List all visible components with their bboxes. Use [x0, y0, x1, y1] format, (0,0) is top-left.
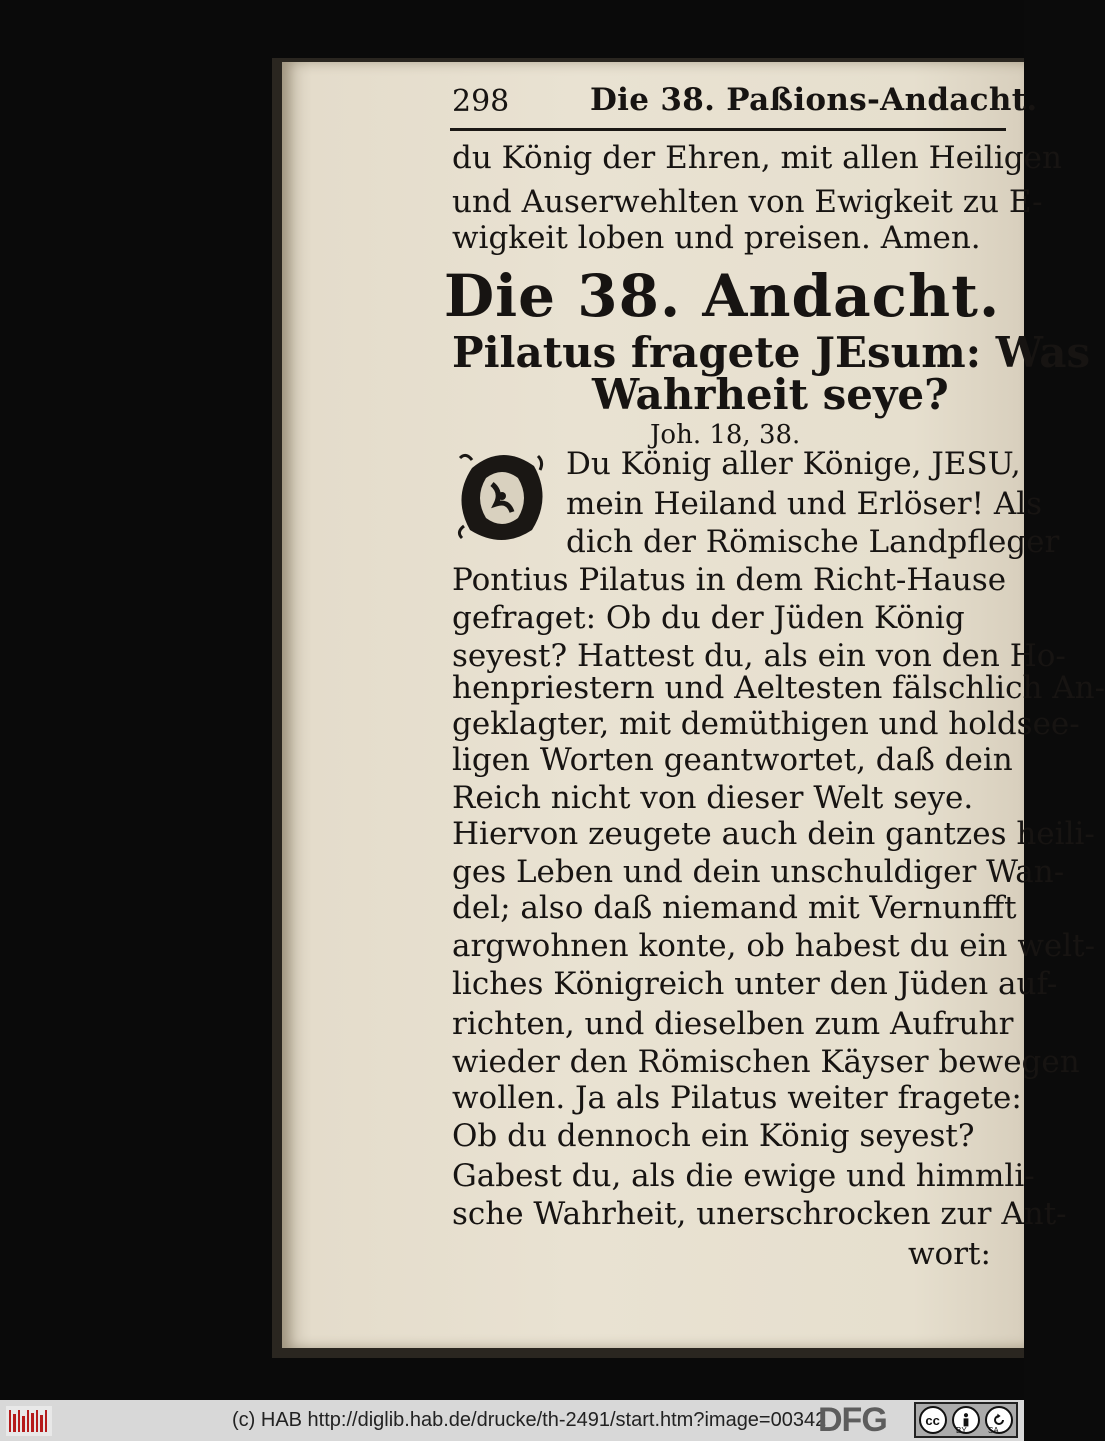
body-line: Pontius Pilatus in dem Richt-Hause [452, 562, 1007, 598]
subtitle-line-1: Pilatus fragete JEsum: Was [452, 328, 1091, 377]
copyright-link[interactable]: (c) HAB http://diglib.hab.de/drucke/th-2491/start.htm?image=00342 [232, 1409, 827, 1431]
running-head: Die 38. Paßions-Andacht. [590, 82, 1038, 118]
body-line: geklagter, mit demüthigen und holdsee- [452, 706, 1080, 742]
indented-line-2: mein Heiland und Erlöser! Als [566, 486, 1043, 522]
section-title: Die 38. Andacht. [443, 262, 1001, 330]
page-number: 298 [452, 84, 510, 119]
library-barcode-logo-icon [6, 1406, 52, 1436]
by-label: BY [956, 1426, 967, 1435]
indented-line-1: Du König aller Könige, JESU, [566, 446, 1021, 482]
body-line: wieder den Römischen Käyser bewegen [452, 1044, 1080, 1080]
body-line: ges Leben und dein unschuldiger Wan- [452, 854, 1065, 890]
head-rule [450, 128, 1006, 131]
body-line: sche Wahrheit, unerschrocken zur Ant- [452, 1196, 1067, 1232]
body-line: Ob du dennoch ein König seyest? [452, 1118, 975, 1154]
body-line: henpriestern und Aeltesten fälschlich An- [452, 670, 1105, 706]
indented-line-3: dich der Römische Landpfleger [566, 524, 1060, 560]
license-badge[interactable] [914, 1402, 1018, 1438]
body-line: gefraget: Ob du der Jüden König [452, 600, 965, 636]
body-line: del; also daß niemand mit Vernunfft [452, 890, 1017, 926]
subtitle-line-2: Wahrheit seye? [592, 370, 949, 419]
cc-icon: cc [919, 1406, 947, 1434]
body-line: richten, und dieselben zum Aufruhr [452, 1006, 1014, 1042]
dfg-logo: DFG [818, 1401, 887, 1439]
body-line: seyest? Hattest du, als ein von den Ho- [452, 638, 1066, 674]
scripture-reference: Joh. 18, 38. [650, 420, 801, 450]
body-line: Reich nicht von dieser Welt seye. [452, 780, 974, 816]
opening-line-2: und Auserwehlten von Ewigkeit zu E- [452, 184, 1043, 220]
opening-line-3: wigkeit loben und preisen. Amen. [452, 220, 981, 256]
body-line: liches Königreich unter den Jüden auf- [452, 966, 1058, 1002]
body-line: Hiervon zeugete auch dein gantzes heili- [452, 816, 1095, 852]
body-line: wollen. Ja als Pilatus weiter fragete: [452, 1080, 1022, 1116]
opening-line-1: du König der Ehren, mit allen Heiligen [452, 140, 1062, 176]
sa-label: SA [988, 1426, 999, 1435]
catchword: wort: [908, 1236, 991, 1272]
body-line: Gabest du, als die ewige und himmli- [452, 1158, 1035, 1194]
body-line: argwohnen konte, ob habest du ein welt- [452, 928, 1096, 964]
body-line: ligen Worten geantwortet, daß dein [452, 742, 1013, 778]
decorated-initial [452, 448, 552, 548]
